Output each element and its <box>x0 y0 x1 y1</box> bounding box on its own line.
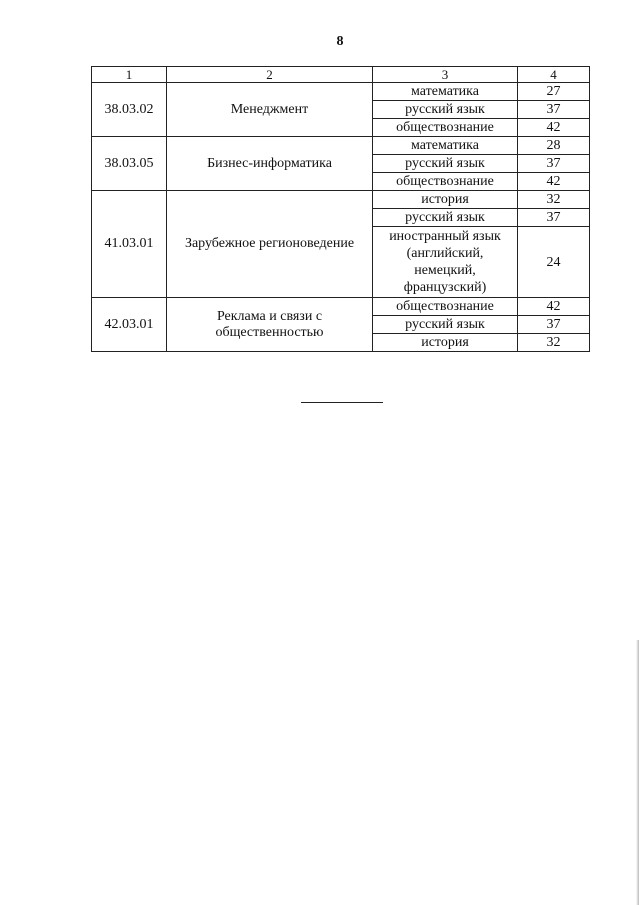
program-name: Реклама и связи с общественностью <box>167 298 373 352</box>
program-code: 38.03.05 <box>92 137 167 191</box>
table-row <box>92 83 590 101</box>
subject: русский язык <box>373 209 518 227</box>
scan-edge-shadow <box>636 640 639 905</box>
header-col-4: 4 <box>518 67 590 83</box>
subject: обществознание <box>373 173 518 191</box>
subject: обществознание <box>373 298 518 316</box>
min-score: 42 <box>518 298 590 316</box>
min-score: 37 <box>518 101 590 119</box>
table-row <box>92 191 590 209</box>
header-col-1: 1 <box>92 67 167 83</box>
end-of-document-rule <box>301 402 383 403</box>
min-score: 32 <box>518 334 590 352</box>
program-code: 41.03.01 <box>92 191 167 298</box>
min-score: 42 <box>518 119 590 137</box>
min-score: 37 <box>518 316 590 334</box>
header-row <box>92 67 590 83</box>
subject: русский язык <box>373 316 518 334</box>
subject: русский язык <box>373 101 518 119</box>
subject: математика <box>373 83 518 101</box>
program-code: 38.03.02 <box>92 83 167 137</box>
subject: русский язык <box>373 155 518 173</box>
header-col-2: 2 <box>167 67 373 83</box>
subject: иностранный язык (английский, немецкий, французский) <box>373 227 518 298</box>
subject: обществознание <box>373 119 518 137</box>
table-row <box>92 137 590 155</box>
min-score: 28 <box>518 137 590 155</box>
header-col-3: 3 <box>373 67 518 83</box>
subject: история <box>373 191 518 209</box>
subject: математика <box>373 137 518 155</box>
subject: история <box>373 334 518 352</box>
program-name: Зарубежное регионоведение <box>167 191 373 298</box>
program-name: Менеджмент <box>167 83 373 137</box>
min-score: 32 <box>518 191 590 209</box>
program-code: 42.03.01 <box>92 298 167 352</box>
table-row <box>92 298 590 316</box>
min-score: 27 <box>518 83 590 101</box>
page-number: 8 <box>336 34 344 49</box>
program-name: Бизнес-информатика <box>167 137 373 191</box>
min-scores-table <box>91 66 590 352</box>
min-score: 42 <box>518 173 590 191</box>
min-score: 37 <box>518 209 590 227</box>
min-score: 24 <box>518 227 590 298</box>
min-score: 37 <box>518 155 590 173</box>
